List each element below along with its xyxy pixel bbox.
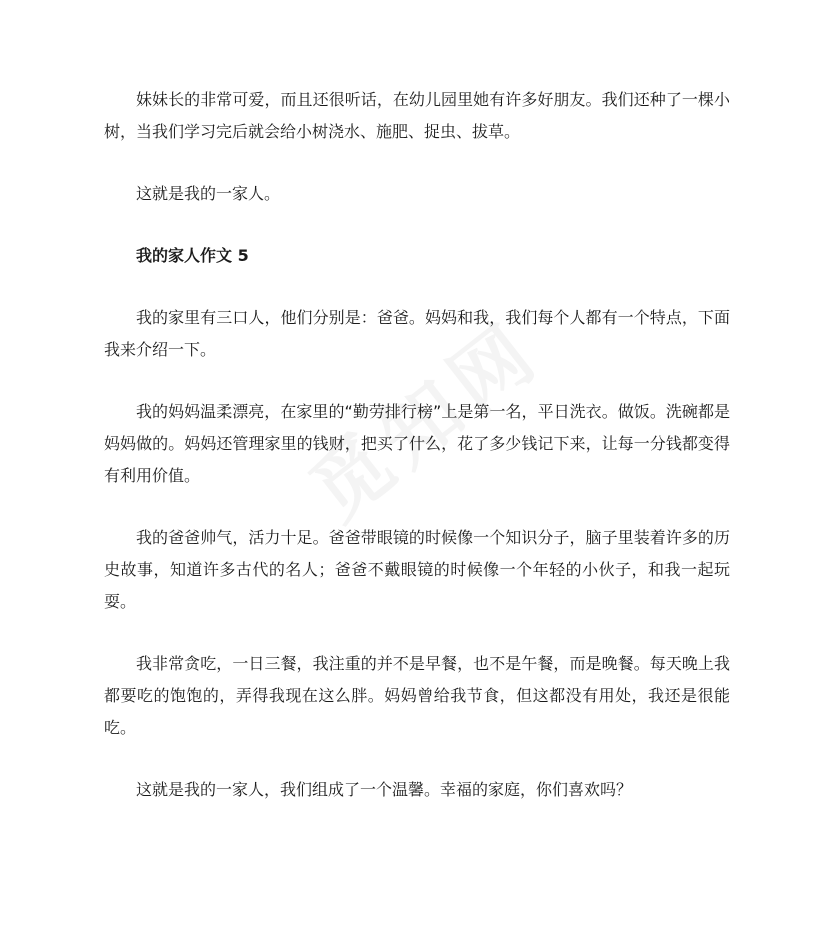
paragraph-family-summary: 这就是我的一家人。 <box>136 184 281 203</box>
paragraph-father: 我的爸爸帅气，活力十足。爸爸带眼镜的时候像一个知识分子，脑子里装着许多的历史故事，知道许多古代的名人；爸爸不戴眼镜的时候像一个年轻的小伙子，和我一起玩耍。 <box>104 528 730 611</box>
document-body <box>104 84 730 806</box>
paragraph-sister: 妹妹长的非常可爱，而且还很听话，在幼儿园里她有许多好朋友。我们还种了一棵小树，当我们学习完后就会给小树浇水、施肥、捉虫、拔草。 <box>104 90 730 141</box>
essay-heading: 我的家人作文 5 <box>136 246 249 265</box>
paragraph-conclusion: 这就是我的一家人，我们组成了一个温馨。幸福的家庭，你们喜欢吗？ <box>136 780 633 799</box>
paragraph-mother: 我的妈妈温柔漂亮，在家里的“勤劳排行榜”上是第一名，平日洗衣。做饭。洗碗都是妈妈做的。妈妈还管理家里的钱财，把买了什么，花了多少钱记下来，让每一分钱都变得有利用价值。 <box>104 402 730 485</box>
paragraph-self: 我非常贪吃，一日三餐，我注重的并不是早餐，也不是午餐，而是晚餐。每天晚上我都要吃的饱饱的，弄得我现在这么胖。妈妈曾给我节食，但这都没有用处，我还是很能吃。 <box>104 654 730 737</box>
paragraph-intro: 我的家里有三口人，他们分别是：爸爸。妈妈和我，我们每个人都有一个特点，下面我来介绍一下。 <box>104 308 730 359</box>
